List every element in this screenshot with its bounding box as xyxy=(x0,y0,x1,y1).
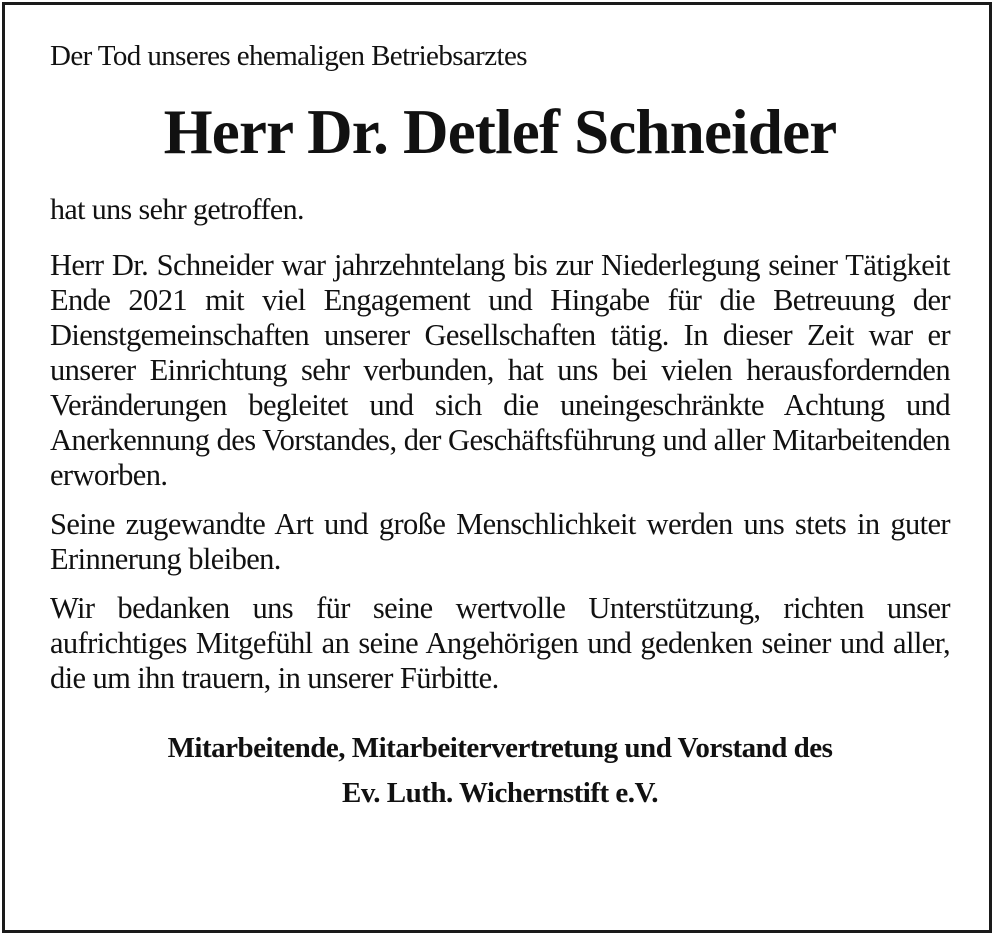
paragraph-condolence: Wir bedanken uns für seine wertvolle Unterstützung, richten unser aufrichtiges Mitgefühl an seine Angehörigen und gedenken seiner und aller, die um ihn trauern, in unserer Fürbitte. xyxy=(50,591,950,696)
paragraph-tribute: Herr Dr. Schneider war jahrzehntelang bis zur Niederlegung seiner Tätigkeit Ende 2021 mit viel Engagement und Hingabe für die Betreuung der Dienstgemeinschaften unserer Gesellschaften tätig. In dieser Zeit war er unserer Einrichtung sehr verbunden, hat uns bei vielen herausfordernden Veränderungen begleitet und sich die uneingeschränkte Achtung und Anerkennung des Vorstandes, der Geschäftsführung und aller Mitarbeitenden erworben. xyxy=(50,248,950,493)
paragraph-remembrance: Seine zugewandte Art und große Menschlichkeit werden uns stets in guter Erinnerung bleiben. xyxy=(50,507,950,577)
after-name-text: hat uns sehr getroffen. xyxy=(50,192,304,226)
signature-block xyxy=(50,726,950,816)
signature-line-1: Mitarbeitende, Mitarbeitervertretung und Vorstand des xyxy=(167,732,833,765)
signature-line-2: Ev. Luth. Wichernstift e.V. xyxy=(341,777,659,810)
intro-text: Der Tod unseres ehemaligen Betriebsarztes xyxy=(50,40,527,72)
obituary-notice xyxy=(50,38,950,816)
deceased-name: Herr Dr. Detlef Schneider xyxy=(163,97,837,168)
